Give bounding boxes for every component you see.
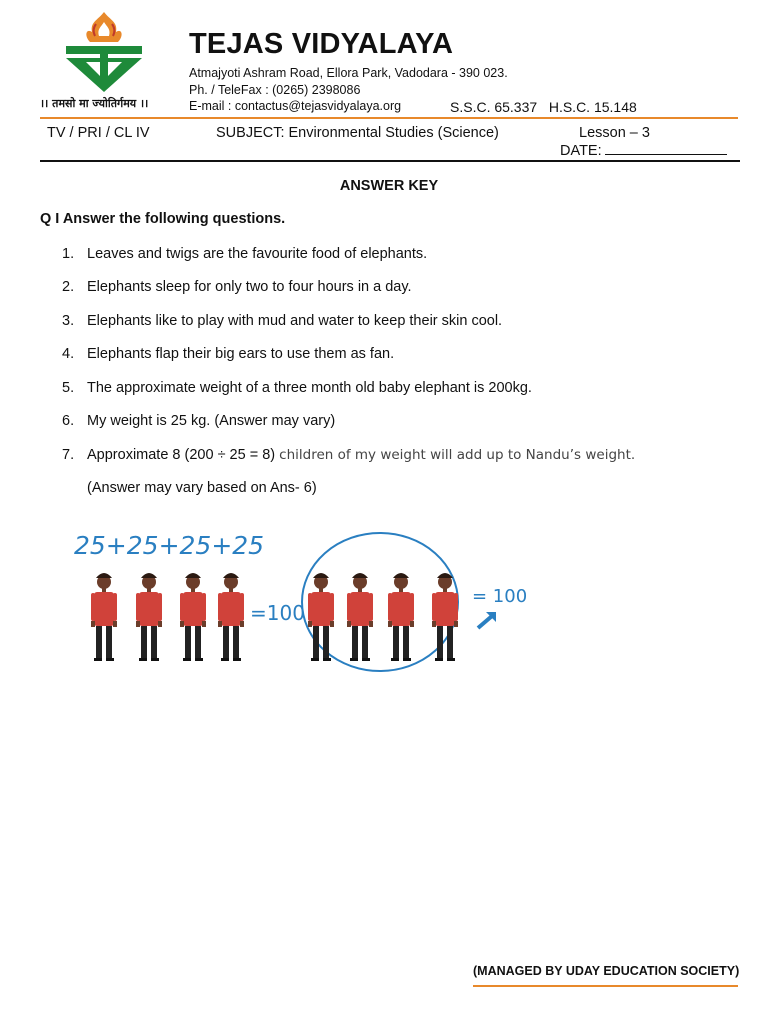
answer-item <box>62 413 335 429</box>
answer-item <box>62 246 427 262</box>
equals-right-label: = 100 <box>472 586 528 607</box>
answer-item <box>62 447 635 463</box>
answer-number: 7. <box>62 447 75 463</box>
date-field <box>560 142 727 159</box>
answer-number: 1. <box>62 246 75 262</box>
sum-label: 25+25+25+25 <box>74 531 265 560</box>
answer-note: (Answer may vary based on Ans- 6) <box>87 480 317 496</box>
child-figure-icon <box>218 573 244 661</box>
answer-number: 5. <box>62 380 75 396</box>
answer-number: 4. <box>62 346 75 362</box>
answer-text: Approximate 8 (200 ÷ 25 = 8) <box>87 447 280 463</box>
answer-text: The approximate weight of a three month old baby elephant is 200kg. <box>87 380 532 396</box>
ssc-result: S.S.C. 65.337 <box>450 99 538 115</box>
answer-number: 3. <box>62 313 75 329</box>
answer-number: 2. <box>62 279 75 295</box>
equals-left-label: =100 <box>250 601 305 625</box>
answer-item <box>62 346 394 362</box>
question-heading: Q I Answer the following questions. <box>40 211 286 227</box>
answer-text: Elephants sleep for only two to four hours in a day. <box>87 279 412 295</box>
answer-key-title: ANSWER KEY <box>339 178 439 194</box>
header-divider <box>40 117 738 119</box>
answer-text: My weight is 25 kg. (Answer may vary) <box>87 413 336 429</box>
school-logo-icon <box>60 10 148 94</box>
child-figure-icon <box>388 573 414 661</box>
child-figure-icon <box>347 573 373 661</box>
answer-item <box>62 279 412 295</box>
school-phone: Ph. / TeleFax : (0265) 2398086 <box>189 83 361 97</box>
child-figure-icon <box>91 573 117 661</box>
date-label: DATE: <box>560 143 602 159</box>
date-blank <box>605 142 727 155</box>
hsc-result: H.S.C. 15.148 <box>548 99 637 115</box>
child-figure-icon <box>136 573 162 661</box>
lesson-label: Lesson – 3 <box>579 125 650 141</box>
meta-divider <box>40 160 740 162</box>
children-weight-illustration <box>60 520 540 690</box>
footer-divider <box>473 985 738 987</box>
school-name: TEJAS VIDYALAYA <box>189 28 454 60</box>
answer-item <box>62 313 502 329</box>
board-results <box>450 99 637 115</box>
answer-item <box>62 380 532 396</box>
subject-label: SUBJECT: Environmental Studies (Science) <box>216 125 499 141</box>
answer-text: Elephants flap their big ears to use them as fan. <box>87 346 395 362</box>
answer-text: Leaves and twigs are the favourite food of elephants. <box>87 246 428 262</box>
child-figure-icon <box>432 573 458 661</box>
class-code: TV / PRI / CL IV <box>47 125 150 141</box>
arrow-icon <box>478 612 496 628</box>
school-email: E-mail : contactus@tejasvidyalaya.org <box>189 99 402 113</box>
answer-number: 6. <box>62 413 75 429</box>
answer-text-continued: children of my weight will add up to Nandu’s weight. <box>279 447 636 463</box>
answer-text: Elephants like to play with mud and water to keep their skin cool. <box>87 313 503 329</box>
school-address: Atmajyoti Ashram Road, Ellora Park, Vadodara - 390 023. <box>189 66 508 80</box>
school-motto: ।। तमसो मा ज्योतिर्गमय ।। <box>40 97 149 110</box>
footer-text: (MANAGED BY UDAY EDUCATION SOCIETY) <box>473 964 740 978</box>
child-figure-icon <box>180 573 206 661</box>
